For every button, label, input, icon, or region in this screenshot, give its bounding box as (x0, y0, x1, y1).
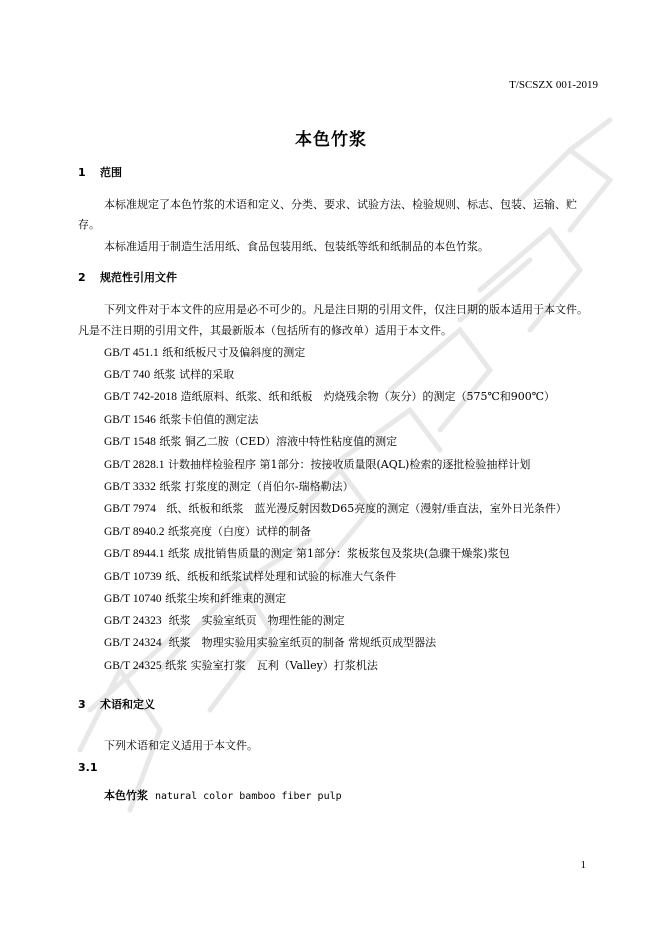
paragraph-line: 下列文件对于本文件的应用是必不可少的。凡是注日期的引用文件，仅注日期的版本适用于本文件。 (104, 303, 588, 316)
reference-item (104, 547, 510, 561)
paragraph-line: 存。 (78, 218, 100, 231)
reference-code: GB/T 24323 (104, 615, 162, 627)
term-english: natural color bamboo fiber pulp (155, 791, 342, 802)
reference-code: GB/T 10740 (104, 593, 162, 605)
section-title: 术语和定义 (100, 698, 155, 711)
reference-item (104, 592, 286, 606)
reference-code: GB/T 7974 (104, 503, 156, 515)
section-title: 规范性引用文件 (100, 271, 177, 284)
reference-item (104, 458, 530, 472)
reference-code: GB/T 742-2018 (104, 391, 177, 403)
reference-title: 纸浆 试样的采取 (153, 368, 235, 381)
reference-title: 纸、纸板和纸浆 蓝光漫反射因数D65亮度的测定（漫射/垂直法，室外日光条件） (166, 502, 567, 515)
reference-item (104, 390, 555, 404)
paragraph-line: 本标准规定了本色竹浆的术语和定义、分类、要求、试验方法、检验规则、标志、包装、运输、贮 (104, 198, 577, 211)
reference-item (104, 368, 234, 382)
reference-code: GB/T 24324 (104, 637, 162, 649)
reference-title: 纸浆 成批销售质量的测定 第1部分：浆板浆包及浆块(急骤干燥浆)浆包 (168, 547, 510, 560)
section-number: 3 (78, 698, 86, 711)
reference-code: GB/T 740 (104, 369, 151, 381)
section-heading-normative-refs (78, 271, 177, 285)
reference-item (104, 659, 378, 673)
term-chinese: 本色竹浆 (104, 789, 148, 802)
reference-item (104, 346, 305, 360)
reference-code: GB/T 24325 (104, 660, 162, 672)
reference-title: 计数抽样检验程序 第1部分：按接收质量限(AQL)检索的逐批检验抽样计划 (168, 458, 531, 471)
paragraph-line: 本标准适用于制造生活用纸、食品包装用纸、包装纸等纸和纸制品的本色竹浆。 (104, 240, 489, 253)
reference-code: GB/T 8944.1 (104, 548, 165, 560)
reference-title: 纸、纸板和纸浆试样处理和试验的标准大气条件 (165, 570, 397, 583)
paragraph-line: 下列术语和定义适用于本文件。 (104, 739, 258, 752)
term-entry (104, 789, 342, 804)
reference-code: GB/T 1546 (104, 414, 156, 426)
reference-title: 造纸原料、纸浆、纸和纸板 灼烧残余物（灰分）的测定（575℃和900℃） (180, 390, 556, 403)
page-number: 1 (580, 859, 586, 871)
reference-item (104, 435, 397, 449)
paragraph-line: 凡是不注日期的引用文件，其最新版本（包括所有的修改单）适用于本文件。 (78, 324, 452, 337)
reference-code: GB/T 2828.1 (104, 459, 165, 471)
reference-title: 纸浆 实验室纸页 物理性能的测定 (168, 614, 345, 627)
reference-title: 纸浆尘埃和纤维束的测定 (165, 592, 287, 605)
reference-title: 纸浆 打浆度的测定（肖伯尔-瑞格勒法） (159, 480, 354, 493)
standard-code: T/SCSZX 001-2019 (509, 79, 598, 91)
reference-item (104, 636, 436, 650)
reference-title: 纸浆 铜乙二胺（CED）溶液中特性粘度值的测定 (159, 435, 398, 448)
section-title: 范围 (100, 166, 122, 179)
reference-title: 纸和纸板尺寸及偏斜度的测定 (162, 346, 306, 359)
term-number: 3.1 (78, 761, 98, 774)
reference-code: GB/T 8940.2 (104, 526, 165, 538)
reference-title: 纸浆亮度（白度）试样的制备 (168, 525, 311, 538)
section-heading-terms (78, 698, 155, 712)
reference-item (104, 570, 396, 584)
reference-item (104, 502, 567, 516)
reference-item (104, 525, 311, 539)
reference-code: GB/T 451.1 (104, 347, 159, 359)
reference-code: GB/T 1548 (104, 436, 156, 448)
reference-title: 纸浆 实验室打浆 瓦利（Valley）打浆机法 (165, 659, 378, 672)
section-number: 2 (78, 271, 86, 284)
reference-item (104, 480, 354, 494)
section-heading-scope (78, 166, 122, 180)
reference-title: 纸浆卡伯值的测定法 (159, 413, 259, 426)
section-number: 1 (78, 166, 86, 179)
reference-title: 纸浆 物理实验用实验室纸页的制备 常规纸页成型器法 (168, 636, 437, 649)
reference-item (104, 413, 258, 427)
reference-code: GB/T 10739 (104, 571, 162, 583)
reference-item (104, 614, 345, 628)
reference-code: GB/T 3332 (104, 481, 156, 493)
document-title: 本色竹浆 (295, 130, 367, 150)
